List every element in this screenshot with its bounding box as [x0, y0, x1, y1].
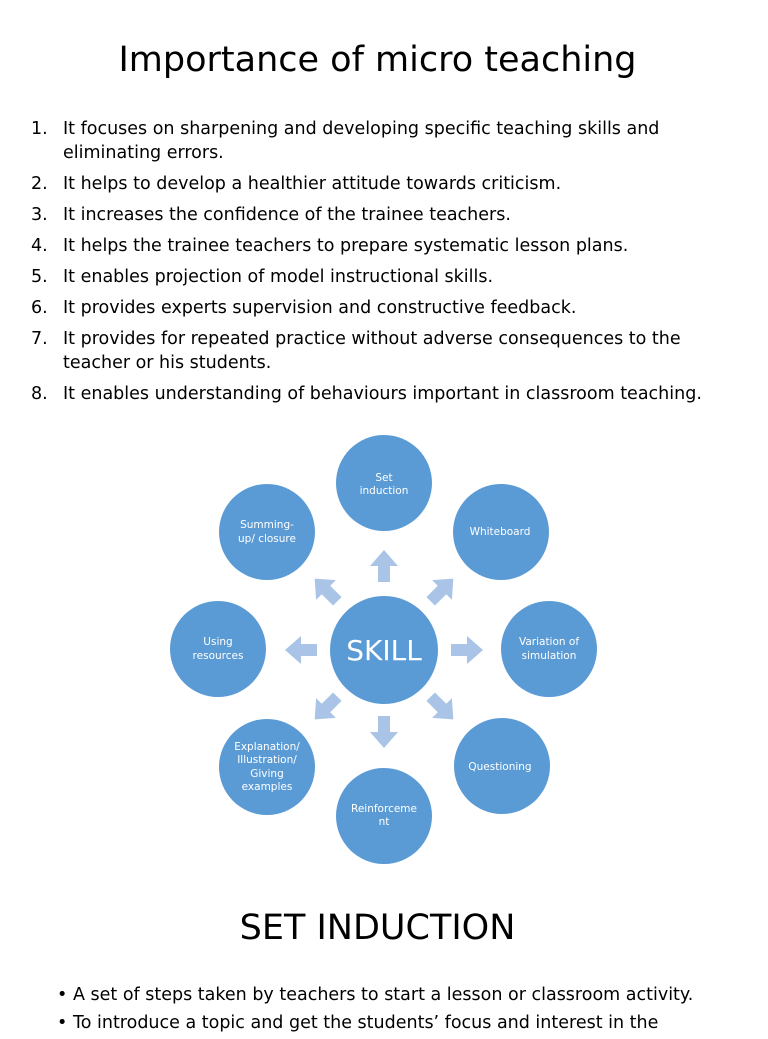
node-using-resources-label: Using [203, 636, 233, 648]
arrow-upright-icon [421, 569, 463, 611]
node-variation-label: simulation [521, 650, 577, 662]
importance-list [0, 117, 740, 413]
node-skill-label: SKILL [346, 634, 422, 667]
list-item-text: It enables projection of model instructional skills. [63, 267, 494, 287]
list-item: 6. It provides experts supervision and constructive feedback. [31, 298, 577, 318]
bullet-item: • To introduce a topic and get the students’ focus and interest in the [57, 1013, 659, 1033]
node-questioning-label: Questioning [468, 761, 532, 773]
list-item: 5. It enables projection of model instructional skills. [31, 267, 494, 287]
node-variation [501, 601, 597, 697]
arrow-downright-icon [421, 687, 463, 729]
list-item-text: It focuses on sharpening and developing specific teaching skills and [63, 119, 660, 139]
skill-diagram [0, 420, 768, 880]
node-using-resources [170, 601, 266, 697]
node-whiteboard-label: Whiteboard [469, 526, 531, 538]
list-item-text: It helps to develop a healthier attitude towards criticism. [63, 174, 562, 194]
list-item-text: It enables understanding of behaviours important in classroom teaching. [63, 384, 702, 404]
list-item: 4. It helps the trainee teachers to prepare systematic lesson plans. [31, 236, 629, 256]
list-item: 3. It increases the confidence of the trainee teachers. [31, 205, 511, 225]
node-set-induction-label: Set [375, 472, 393, 484]
list-item-text: It helps the trainee teachers to prepare systematic lesson plans. [63, 236, 629, 256]
node-summing-up-label: up/ closure [238, 533, 296, 545]
list-item: 2. It helps to develop a healthier attitude towards criticism. [31, 174, 562, 194]
node-explanation-label: examples [241, 781, 293, 793]
arrow-up-icon [370, 550, 398, 582]
node-reinforcement-label: nt [378, 816, 390, 828]
node-reinforcement-label: Reinforceme [351, 803, 417, 815]
node-explanation-label: Illustration/ [237, 754, 297, 766]
list-item-text: It increases the confidence of the trainee teachers. [63, 205, 511, 225]
node-variation-label: Variation of [518, 636, 580, 648]
list-item-text: It provides for repeated practice without adverse consequences to the [63, 329, 681, 349]
section-title-set-induction: SET INDUCTION [239, 908, 516, 948]
arrow-right-icon [451, 636, 483, 664]
list-item-text-cont: eliminating errors. [63, 143, 224, 163]
bullet-item: • A set of steps taken by teachers to start a lesson or classroom activity. [57, 985, 694, 1005]
node-using-resources-label: resources [192, 650, 244, 662]
node-explanation-label: Giving [250, 768, 284, 780]
list-item: 1. It focuses on sharpening and developing specific teaching skills and eliminating errors. [31, 119, 660, 163]
arrow-upleft-icon [305, 569, 347, 611]
arrow-downleft-icon [305, 687, 347, 729]
node-summing-up-label: Summing- [240, 519, 294, 531]
node-summing-up [219, 484, 315, 580]
set-induction-bullets [0, 983, 768, 1039]
node-set-induction-label: induction [359, 485, 409, 497]
list-item: 7. It provides for repeated practice without adverse consequences to the teacher or his students. [31, 329, 681, 373]
bullet-text: A set of steps taken by teachers to start a lesson or classroom activity. [73, 985, 694, 1005]
arrow-left-icon [285, 636, 317, 664]
list-item: 8. It enables understanding of behaviours important in classroom teaching. [31, 384, 702, 404]
bullet-text: To introduce a topic and get the students’ focus and interest in the [73, 1013, 659, 1033]
list-item-text: It provides experts supervision and constructive feedback. [63, 298, 577, 318]
node-explanation [219, 719, 315, 815]
page-title: Importance of micro teaching [118, 40, 637, 80]
node-explanation-label: Explanation/ [234, 741, 300, 753]
arrow-down-icon [370, 716, 398, 748]
list-item-text-cont: teacher or his students. [63, 353, 272, 373]
